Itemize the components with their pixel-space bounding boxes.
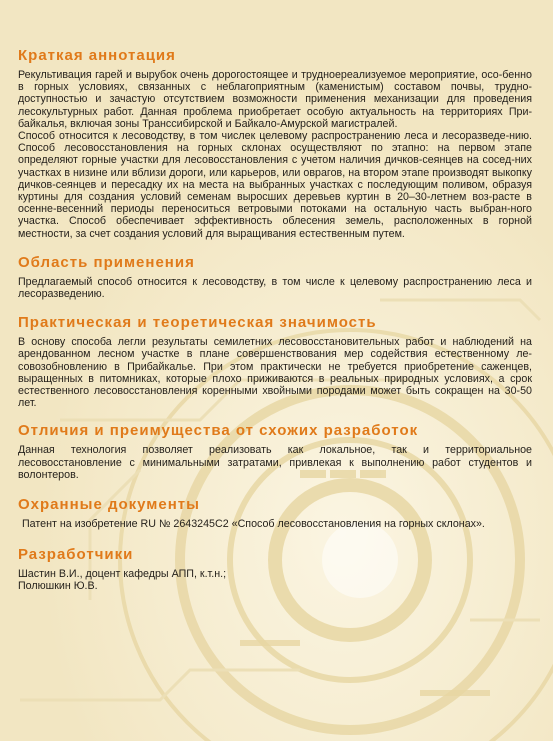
section-title-annotation: Краткая аннотация — [18, 47, 176, 64]
section-significance — [18, 314, 532, 409]
section-application — [18, 254, 532, 300]
patent-paragraph: Патент на изобретение RU № 2643245С2 «Способ лесовосстановления на горных склонах». — [22, 518, 485, 531]
annotation-paragraph-2: Способ относится к лесоводству, в том числек целевому распространению леса и лесоразведе-нию. Способ лесовосстановления на горных склонах осуществляют по этапно: на первом этапе определяют горные участки для лесовосстановления с учетом наличия дичков-сеянцев на сосед-них участках в низине или вблизи дороги, или карьеров, или оврагов, на втором этапе производят выкопку дичков-сеянцев и пересадку их на места на выбранных участках с последующим поливом, образуя куртины для создания условий семенам выросших деревьев куртин в 20–30-летнем воз-расте в осенне-весенний периоды переноситься ветровыми потоками на остальную часть выбран-ного участка. Способ обеспечивает эффективность облесения земель, расположенных в горной местности, за счет создания условий для выращивания естественным путем. — [18, 130, 532, 240]
section-title-advantages: Отличия и преимущества от схожих разработок — [18, 422, 419, 440]
section-annotation — [18, 47, 532, 240]
document-body — [18, 47, 532, 593]
section-protection — [18, 496, 532, 530]
developer-line-2: Полюшкин Ю.В. — [18, 580, 98, 593]
section-developers — [18, 546, 532, 592]
advantages-paragraph: Данная технология позволяет реализовать как локальное, так и территориальное лесовосстановление с минимальными затратами, привлекая к выполнению работ студентов и волонтеров. — [18, 444, 532, 481]
annotation-paragraph-1: Рекультивация гарей и вырубок очень дорогостоящее и трудноереализуемое мероприятие, осо-бенно в горных условиях, связанных с неблагоприятным (каменистым) составом почвы, трудно-доступностью и зачастую отсутствием возможности применения механизации для проведения лесокультурных работ. Данная проблема приобретает особую актуальность на территориях При-байкалья, включая зоны Транссибирской и Байкало-Амурской магистралей. — [18, 69, 532, 130]
significance-paragraph: В основу способа легли результаты семилетних лесовосстановительных работ и наблюдений на арендованном лесном участке в плане совершенствования мер содействия естественному ле-совозобновлению в Прибайкалье. При этом практически не требуется приобретение саженцев, выращенных в питомниках, которые плохо приживаются в реальных природных условиях, а срок естественного лесовосстановления коренными хвойными породами может быть сокращен на 30-50 лет. — [18, 336, 532, 410]
section-title-significance: Практическая и теоретическая значимость — [18, 314, 377, 332]
application-paragraph: Предлагаемый способ относится к лесоводству, в том числе к целевому распространению леса и лесоразведению. — [18, 275, 532, 301]
section-advantages — [18, 422, 532, 481]
section-title-developers: Разработчики — [18, 546, 134, 564]
developer-line-1: Шастин В.И., доцент кафедры АПП, к.т.н.; — [18, 568, 227, 581]
section-title-application: Область применения — [18, 253, 195, 271]
section-title-protection: Охранные документы — [18, 496, 200, 514]
